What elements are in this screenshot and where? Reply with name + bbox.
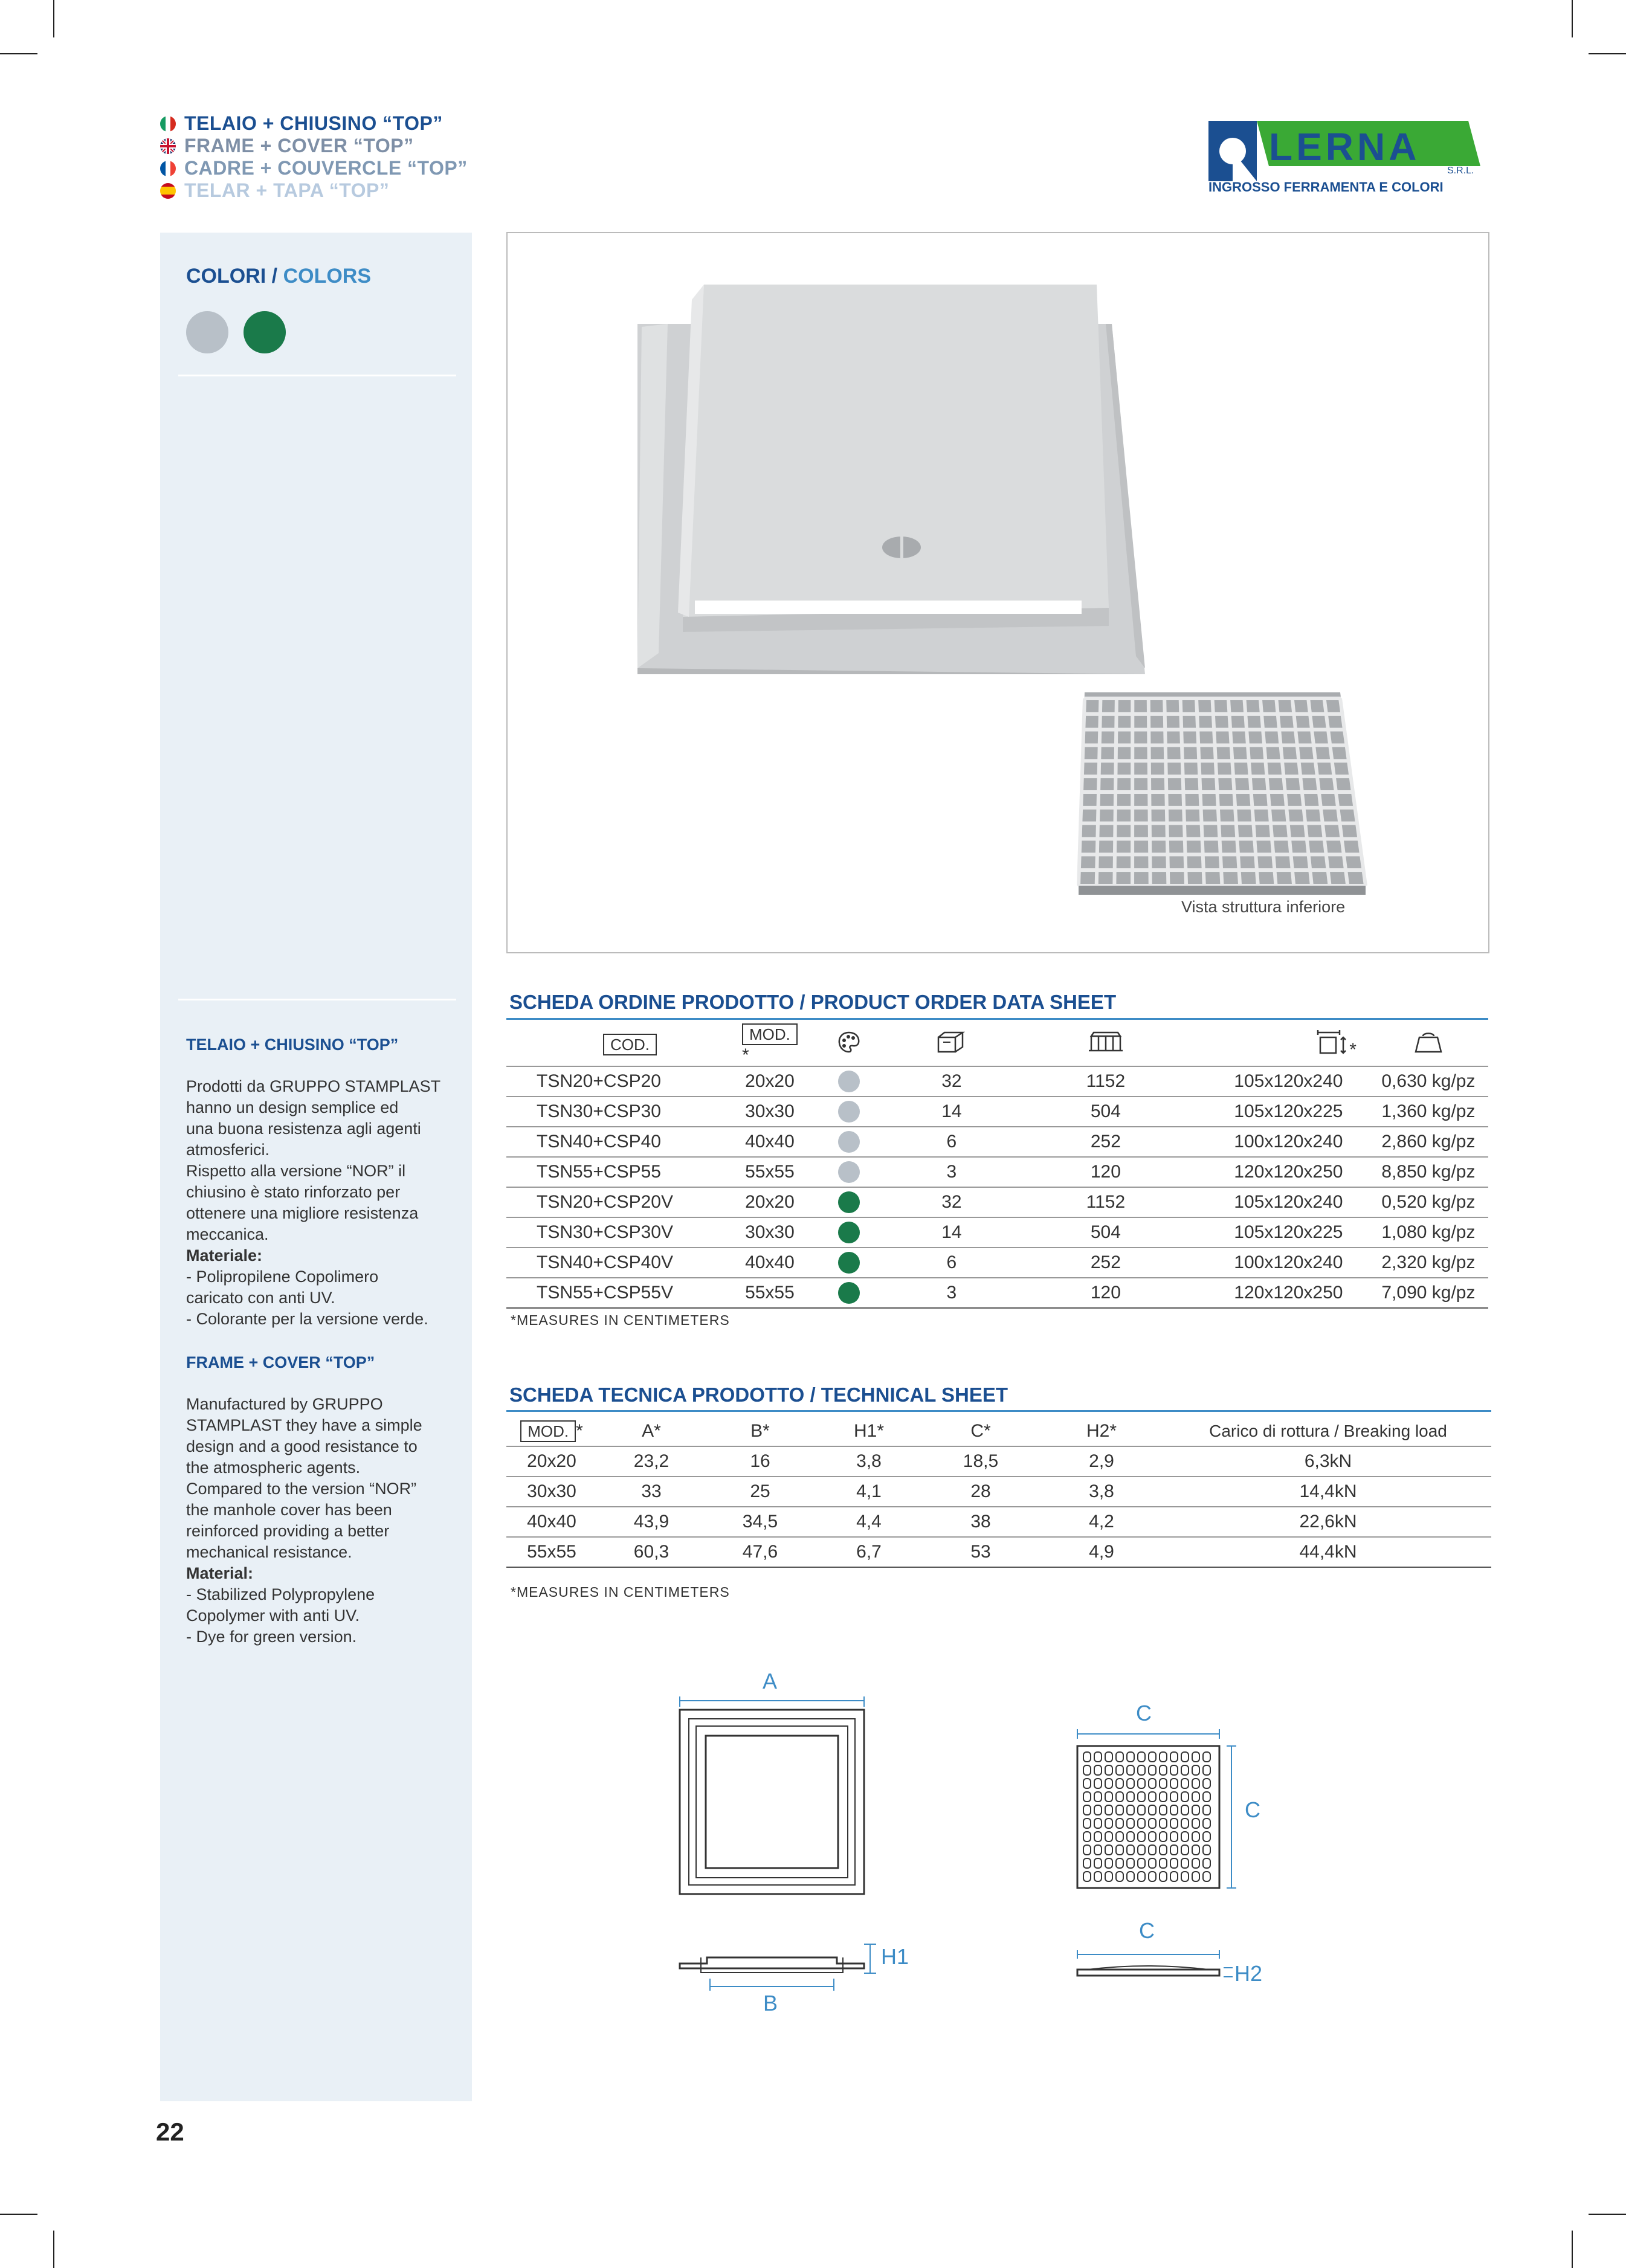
tech-cell: 44,4kN — [1165, 1537, 1491, 1567]
tech-cell: 43,9 — [597, 1507, 706, 1537]
tech-col-load: Carico di rottura / Breaking load — [1209, 1421, 1447, 1440]
tech-cell: 3,8 — [815, 1446, 923, 1477]
order-cell-color — [798, 1127, 900, 1157]
product-photo — [508, 233, 1488, 952]
order-cell-color — [798, 1157, 900, 1187]
order-cell-dim: 105x120x225 — [1208, 1097, 1369, 1127]
order-cell-dim: 105x120x240 — [1208, 1066, 1369, 1097]
order-sheet-title: SCHEDA ORDINE PRODOTTO / PRODUCT ORDER DATA SHEET — [509, 991, 1117, 1013]
tech-cell: 4,9 — [1038, 1537, 1165, 1567]
color-dot — [838, 1252, 860, 1274]
order-cell-color — [798, 1217, 900, 1248]
order-cell-cod: TSN40+CSP40 — [506, 1127, 742, 1157]
tech-row — [506, 1446, 1491, 1477]
crop-mark — [53, 0, 54, 37]
it-material-label: Materiale: — [186, 1246, 263, 1264]
order-cell-weight: 2,860 kg/pz — [1369, 1127, 1488, 1157]
tech-cell: 6,3kN — [1165, 1446, 1491, 1477]
col-mod-label: MOD. — [742, 1023, 798, 1045]
dim-label-a: A — [763, 1669, 778, 1693]
order-sheet-rule — [506, 1018, 1488, 1020]
uk-flag-icon — [160, 138, 176, 154]
tech-cell: 25 — [706, 1477, 815, 1507]
title-fr — [160, 157, 468, 179]
order-row — [506, 1187, 1488, 1217]
order-cell-weight: 1,360 kg/pz — [1369, 1097, 1488, 1127]
order-cell-pallet: 1152 — [1003, 1066, 1208, 1097]
title-es — [160, 179, 468, 202]
order-cell-box: 32 — [900, 1066, 1003, 1097]
sidebar-divider — [178, 375, 456, 376]
order-cell-weight: 1,080 kg/pz — [1369, 1217, 1488, 1248]
dim-label-b: B — [763, 1991, 778, 2015]
tech-row — [506, 1507, 1491, 1537]
tech-cell: 18,5 — [923, 1446, 1038, 1477]
product-image-box — [506, 232, 1489, 953]
order-header-row: COD. MOD.* * — [506, 1023, 1488, 1066]
title-fr-text: CADRE + COUVERCLE “TOP” — [184, 157, 468, 179]
it-heading: TELAIO + CHIUSINO “TOP” — [186, 1036, 399, 1054]
tech-cell: 55x55 — [506, 1537, 597, 1567]
order-cell-weight: 0,630 kg/pz — [1369, 1066, 1488, 1097]
tech-cell: 23,2 — [597, 1446, 706, 1477]
crop-mark — [0, 2214, 37, 2215]
tech-col-b: B* — [750, 1420, 770, 1441]
title-it-text: TELAIO + CHIUSINO “TOP” — [184, 112, 443, 134]
order-cell-pallet: 120 — [1003, 1157, 1208, 1187]
order-row — [506, 1127, 1488, 1157]
order-row — [506, 1248, 1488, 1278]
tech-cell: 4,1 — [815, 1477, 923, 1507]
it-material: - Polipropilene Copolimero caricato con anti UV. - Colorante per la versione verde. — [186, 1268, 428, 1328]
color-swatch-green — [244, 311, 286, 353]
tech-cell: 33 — [597, 1477, 706, 1507]
tech-cell: 47,6 — [706, 1537, 815, 1567]
tech-cell: 16 — [706, 1446, 815, 1477]
order-cell-pallet: 120 — [1003, 1278, 1208, 1308]
tech-cell: 20x20 — [506, 1446, 597, 1477]
order-cell-mod: 30x30 — [742, 1217, 798, 1248]
tech-cell: 22,6kN — [1165, 1507, 1491, 1537]
order-cell-box: 3 — [900, 1278, 1003, 1308]
order-cell-cod: TSN30+CSP30 — [506, 1097, 742, 1127]
order-cell-box: 14 — [900, 1097, 1003, 1127]
col-cod-label: COD. — [603, 1034, 657, 1055]
order-cell-pallet: 504 — [1003, 1097, 1208, 1127]
order-cell-mod: 55x55 — [742, 1278, 798, 1308]
box-icon — [900, 1023, 1003, 1066]
weight-icon — [1369, 1023, 1488, 1066]
tech-col-mod: MOD. — [520, 1420, 576, 1442]
dim-label-c-top: C — [1136, 1701, 1152, 1725]
color-dot — [838, 1071, 860, 1092]
order-cell-weight: 2,320 kg/pz — [1369, 1248, 1488, 1278]
dim-label-c-right: C — [1245, 1797, 1260, 1822]
order-cell-dim: 100x120x240 — [1208, 1127, 1369, 1157]
color-swatch-grey — [186, 311, 228, 353]
tech-row — [506, 1537, 1491, 1567]
crop-mark — [1572, 2231, 1573, 2268]
tech-table — [506, 1416, 1491, 1568]
order-cell-dim: 120x120x250 — [1208, 1278, 1369, 1308]
title-es-text: TELAR + TAPA “TOP” — [184, 179, 390, 201]
order-row — [506, 1157, 1488, 1187]
order-cell-weight: 8,850 kg/pz — [1369, 1157, 1488, 1187]
dim-label-c-side: C — [1139, 1918, 1155, 1943]
tech-cell: 30x30 — [506, 1477, 597, 1507]
order-row — [506, 1097, 1488, 1127]
order-cell-mod: 40x40 — [742, 1248, 798, 1278]
page-number: 22 — [156, 2118, 184, 2146]
order-cell-weight: 0,520 kg/pz — [1369, 1187, 1488, 1217]
order-cell-dim: 100x120x240 — [1208, 1248, 1369, 1278]
crop-mark — [53, 2231, 54, 2268]
dim-label-h1: H1 — [881, 1944, 909, 1969]
order-row — [506, 1217, 1488, 1248]
order-cell-mod: 30x30 — [742, 1097, 798, 1127]
lerna-logo — [1205, 118, 1483, 196]
crop-mark — [1589, 53, 1626, 54]
order-cell-cod: TSN55+CSP55 — [506, 1157, 742, 1187]
order-cell-dim: 105x120x240 — [1208, 1187, 1369, 1217]
tech-cell: 3,8 — [1038, 1477, 1165, 1507]
svg-text:INGROSSO FERRAMENTA E COLORI: INGROSSO FERRAMENTA E COLORI — [1208, 179, 1444, 195]
tech-col-c: C* — [970, 1420, 991, 1441]
order-cell-color — [798, 1278, 900, 1308]
en-heading: FRAME + COVER “TOP” — [186, 1353, 375, 1371]
color-dot — [838, 1101, 860, 1123]
order-cell-color — [798, 1097, 900, 1127]
tech-col-h1: H1* — [853, 1420, 885, 1441]
tech-col-h2: H2* — [1086, 1420, 1117, 1441]
order-table — [506, 1023, 1488, 1309]
crop-mark — [1572, 0, 1573, 37]
order-cell-box: 6 — [900, 1127, 1003, 1157]
tech-row — [506, 1477, 1491, 1507]
tech-cell: 4,4 — [815, 1507, 923, 1537]
order-cell-cod: TSN55+CSP55V — [506, 1278, 742, 1308]
order-cell-mod: 40x40 — [742, 1127, 798, 1157]
order-cell-cod: TSN40+CSP40V — [506, 1248, 742, 1278]
tech-cell: 34,5 — [706, 1507, 815, 1537]
dim-label-h2: H2 — [1234, 1961, 1263, 1986]
image-caption: Vista struttura inferiore — [1181, 898, 1346, 916]
order-cell-pallet: 252 — [1003, 1248, 1208, 1278]
en-description: Manufactured by GRUPPO STAMPLAST they have a simple design and a good resistance to the atmospheric agents. Compared to the version “NOR” the manhole cover has been reinforced providing a better mechanical resistance. — [186, 1395, 422, 1561]
tech-cell: 4,2 — [1038, 1507, 1165, 1537]
tech-cell: 38 — [923, 1507, 1038, 1537]
france-flag-icon — [160, 161, 176, 176]
order-cell-mod: 20x20 — [742, 1066, 798, 1097]
title-uk-text: FRAME + COVER “TOP” — [184, 135, 414, 156]
tech-cell: 2,9 — [1038, 1446, 1165, 1477]
order-cell-color — [798, 1187, 900, 1217]
order-cell-mod: 20x20 — [742, 1187, 798, 1217]
order-cell-weight: 7,090 kg/pz — [1369, 1278, 1488, 1308]
order-cell-pallet: 1152 — [1003, 1187, 1208, 1217]
italy-flag-icon — [160, 116, 176, 132]
pallet-icon — [1003, 1023, 1208, 1066]
order-cell-cod: TSN20+CSP20 — [506, 1066, 742, 1097]
order-cell-box: 14 — [900, 1217, 1003, 1248]
tech-cell: 40x40 — [506, 1507, 597, 1537]
tech-col-a: A* — [642, 1420, 661, 1441]
order-row — [506, 1066, 1488, 1097]
colors-title: COLORI / COLORS — [186, 265, 372, 288]
color-dot — [838, 1282, 860, 1304]
en-material-label: Material: — [186, 1564, 254, 1582]
title-it — [160, 112, 468, 135]
order-cell-dim: 105x120x225 — [1208, 1217, 1369, 1248]
order-cell-color — [798, 1066, 900, 1097]
it-description: Prodotti da GRUPPO STAMPLAST hanno un design semplice ed una buona resistenza agli agenti atmosferici. Rispetto alla versione “NOR” il chiusino è stato rinforzato per ottenere una migliore resistenza meccanica. — [186, 1077, 441, 1243]
color-dot — [838, 1222, 860, 1243]
order-cell-cod: TSN20+CSP20V — [506, 1187, 742, 1217]
tech-cell: 28 — [923, 1477, 1038, 1507]
color-dot — [838, 1131, 860, 1153]
order-cell-box: 32 — [900, 1187, 1003, 1217]
palette-icon — [798, 1023, 900, 1066]
logo-name-text: LERNA — [1269, 125, 1421, 169]
order-note: *MEASURES IN CENTIMETERS — [511, 1312, 730, 1328]
tech-cell: 53 — [923, 1537, 1038, 1567]
crop-mark — [0, 53, 37, 54]
en-material: - Stabilized Polypropylene Copolymer with anti UV. - Dye for green version. — [186, 1585, 375, 1646]
order-cell-pallet: 504 — [1003, 1217, 1208, 1248]
tech-sheet-rule — [506, 1410, 1491, 1412]
order-cell-box: 6 — [900, 1248, 1003, 1278]
order-cell-pallet: 252 — [1003, 1127, 1208, 1157]
tech-cell: 6,7 — [815, 1537, 923, 1567]
sidebar-divider — [178, 999, 456, 1000]
order-cell-dim: 120x120x250 — [1208, 1157, 1369, 1187]
order-cell-cod: TSN30+CSP30V — [506, 1217, 742, 1248]
color-dot — [838, 1161, 860, 1183]
order-row — [506, 1278, 1488, 1308]
tech-cell: 60,3 — [597, 1537, 706, 1567]
tech-note: *MEASURES IN CENTIMETERS — [511, 1584, 730, 1600]
order-cell-box: 3 — [900, 1157, 1003, 1187]
dimensions-icon — [1315, 1040, 1349, 1060]
tech-sheet-title: SCHEDA TECNICA PRODOTTO / TECHNICAL SHEET — [509, 1384, 1008, 1406]
tech-header-row: MOD. * A* B* H1* C* H2* Carico di rottura / Breaking load — [506, 1416, 1491, 1446]
order-cell-mod: 55x55 — [742, 1157, 798, 1187]
crop-mark — [1589, 2214, 1626, 2215]
svg-text:S.R.L.: S.R.L. — [1447, 166, 1474, 176]
technical-drawing — [665, 1669, 1329, 2024]
tech-cell: 14,4kN — [1165, 1477, 1491, 1507]
product-titles — [160, 112, 468, 202]
order-cell-color — [798, 1248, 900, 1278]
color-dot — [838, 1191, 860, 1213]
spain-flag-icon — [160, 183, 176, 199]
title-uk — [160, 135, 468, 157]
